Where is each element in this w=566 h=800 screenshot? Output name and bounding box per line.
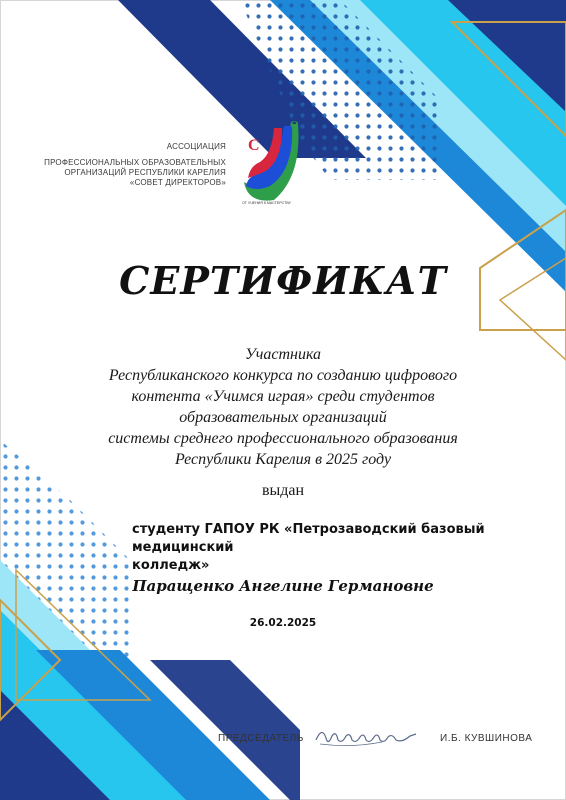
student-line: студенту ГАПОУ РК «Петрозаводский базовый медицинский (132, 522, 485, 555)
spo-logo (238, 116, 310, 208)
student-line: колледж» (132, 558, 210, 573)
body-line: контента «Учимся играя» среди студентов (131, 388, 435, 405)
body-line: системы среднего профессионального образования (108, 430, 458, 447)
recipient-name: Паращенко Ангелине Германовне (132, 577, 434, 595)
signatory-name: И.Б. КУВШИНОВА (440, 733, 533, 744)
certificate-body (50, 344, 516, 470)
association-line: ПРОФЕССИОНАЛЬНЫХ ОБРАЗОВАТЕЛЬНЫХ (44, 158, 226, 167)
logo-letter-p: П (282, 126, 293, 141)
logo-letter-s: С (248, 137, 260, 154)
student-affiliation (132, 521, 542, 575)
issue-date: 26.02.2025 (249, 617, 317, 629)
body-line: Республиканского конкурса по созданию цифрового (108, 367, 458, 384)
handwritten-signature (312, 722, 422, 752)
association-line: «СОВЕТ ДИРЕКТОРОВ» (129, 178, 226, 187)
body-line: Республики Карелия в 2025 году (174, 451, 392, 468)
logo-letter-o: О (290, 119, 299, 131)
logo-caption: ОТ УЧЕНИЯ К МАСТЕРСТВУ (242, 201, 291, 205)
issued-label: выдан (261, 482, 305, 499)
association-heading: АССОЦИАЦИЯ (166, 142, 226, 151)
association-line: ОРГАНИЗАЦИЙ РЕСПУБЛИКИ КАРЕЛИЯ (64, 168, 226, 177)
association-block (44, 142, 226, 188)
body-line: образовательных организаций (179, 409, 387, 426)
certificate-title: СЕРТИФИКАТ (119, 258, 447, 303)
signatory-role: ПРЕДСЕДАТЕЛЬ (218, 733, 304, 744)
body-line: Участника (244, 346, 322, 363)
